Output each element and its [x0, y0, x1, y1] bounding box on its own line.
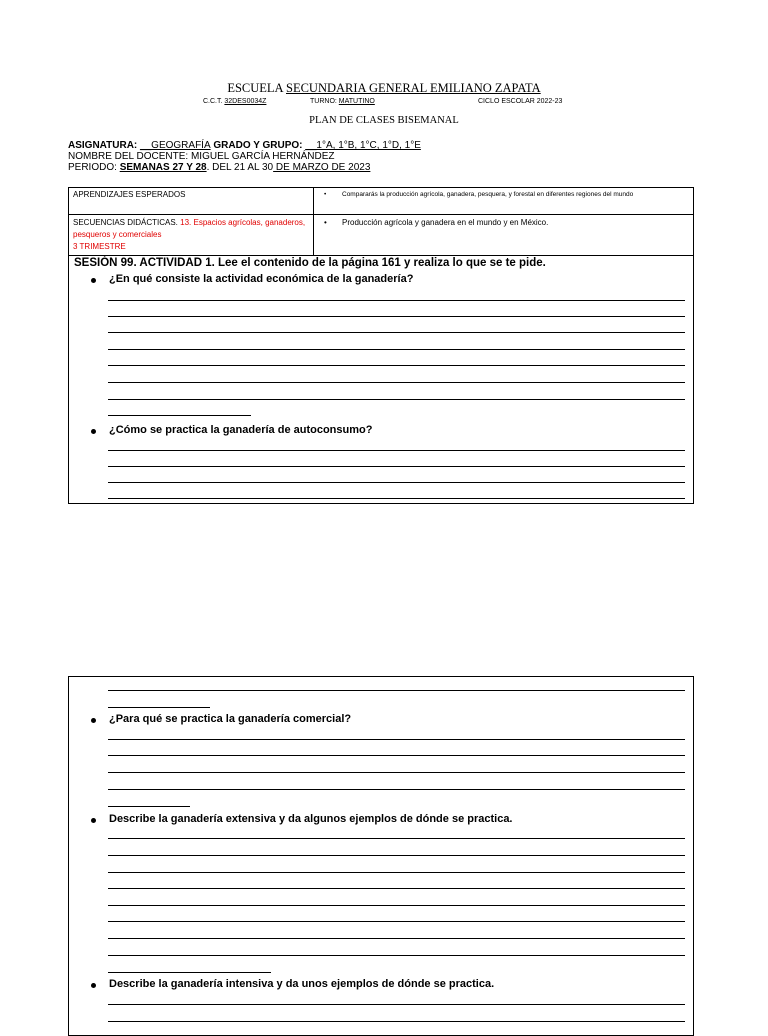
bullet-icon: •: [324, 191, 327, 198]
answer-line[interactable]: [108, 382, 685, 383]
answer-line[interactable]: [108, 415, 251, 416]
bullet-icon: [91, 818, 96, 823]
answer-line[interactable]: [108, 739, 685, 740]
answer-line[interactable]: [108, 955, 685, 956]
turno: TURNO: MATUTINO: [310, 98, 375, 105]
question-2: ¿Cómo se practica la ganadería de autoconsumo?: [109, 424, 373, 436]
question-3: ¿Para qué se practica la ganadería comercial?: [109, 713, 352, 725]
answer-line[interactable]: [108, 316, 685, 317]
answer-line[interactable]: [108, 755, 685, 756]
cct: C.C.T. 32DES0034Z: [203, 98, 267, 105]
answer-line[interactable]: [108, 1004, 685, 1005]
answer-line[interactable]: [108, 1021, 685, 1022]
answer-line[interactable]: [108, 332, 685, 333]
bullet-icon: •: [324, 218, 327, 227]
answer-line[interactable]: [108, 789, 685, 790]
answer-line[interactable]: [108, 300, 685, 301]
question-1: ¿En qué consiste la actividad económica de la ganadería?: [109, 273, 414, 285]
info-table: [68, 187, 694, 256]
answer-line[interactable]: [108, 888, 685, 889]
answer-line[interactable]: [108, 482, 685, 483]
question-4: Describe la ganadería extensiva y da algunos ejemplos de dónde se practica.: [109, 813, 513, 825]
answer-line[interactable]: [108, 838, 685, 839]
school-name: ESCUELA SECUNDARIA GENERAL EMILIANO ZAPATA: [227, 81, 541, 95]
answer-line[interactable]: [108, 921, 685, 922]
answer-line[interactable]: [108, 772, 685, 773]
school-name-underlined: SECUNDARIA GENERAL EMILIANO ZAPATA: [286, 81, 541, 95]
aprendizajes-label: APRENDIZAJES ESPERADOS: [69, 188, 314, 215]
ciclo-escolar: CICLO ESCOLAR 2022-23: [478, 98, 563, 105]
answer-line[interactable]: [108, 905, 685, 906]
answer-line[interactable]: [108, 855, 685, 856]
answer-line[interactable]: [108, 806, 190, 807]
question-5: Describe la ganadería intensiva y da unos ejemplos de dónde se practica.: [109, 978, 495, 990]
answer-line[interactable]: [108, 450, 685, 451]
answer-line[interactable]: [108, 690, 685, 691]
bullet-icon: [91, 278, 96, 283]
answer-line[interactable]: [108, 365, 685, 366]
asignatura-line: ASIGNATURA: __GEOGRAFÍA GRADO Y GRUPO: __1°A, 1°B, 1°C, 1°D, 1°E: [68, 140, 421, 151]
plan-title: PLAN DE CLASES BISEMANAL: [309, 115, 459, 126]
answer-line[interactable]: [108, 466, 685, 467]
answer-line[interactable]: [108, 872, 685, 873]
activity-title: SESIÓN 99. ACTIVIDAD 1. Lee el contenido de la página 161 y realiza lo que se te pide.: [74, 257, 546, 269]
bullet-icon: [91, 429, 96, 434]
secuencias-label: SECUENCIAS DIDÁCTICAS. 13. Espacios agrícolas, ganaderos, pesqueros y comerciales 3 TRIMESTRE: [69, 215, 314, 256]
answer-line[interactable]: [108, 972, 271, 973]
answer-line[interactable]: [108, 707, 210, 708]
secuencias-value: • Producción agrícola y ganadera en el mundo y en México.: [314, 215, 694, 256]
bullet-icon: [91, 983, 96, 988]
periodo-line: PERIODO: SEMANAS 27 Y 28. DEL 21 AL 30 DE MARZO DE 2023: [68, 162, 371, 173]
answer-line[interactable]: [108, 498, 685, 499]
answer-line[interactable]: [108, 349, 685, 350]
aprendizajes-value: • Compararás la producción agrícola, ganadera, pesquera, y forestal en diferentes regiones del mundo: [314, 188, 694, 215]
docente-line: NOMBRE DEL DOCENTE: MIGUEL GARCÍA HERNÁNDEZ: [68, 151, 335, 162]
answer-line[interactable]: [108, 399, 685, 400]
answer-line[interactable]: [108, 938, 685, 939]
bullet-icon: [91, 718, 96, 723]
